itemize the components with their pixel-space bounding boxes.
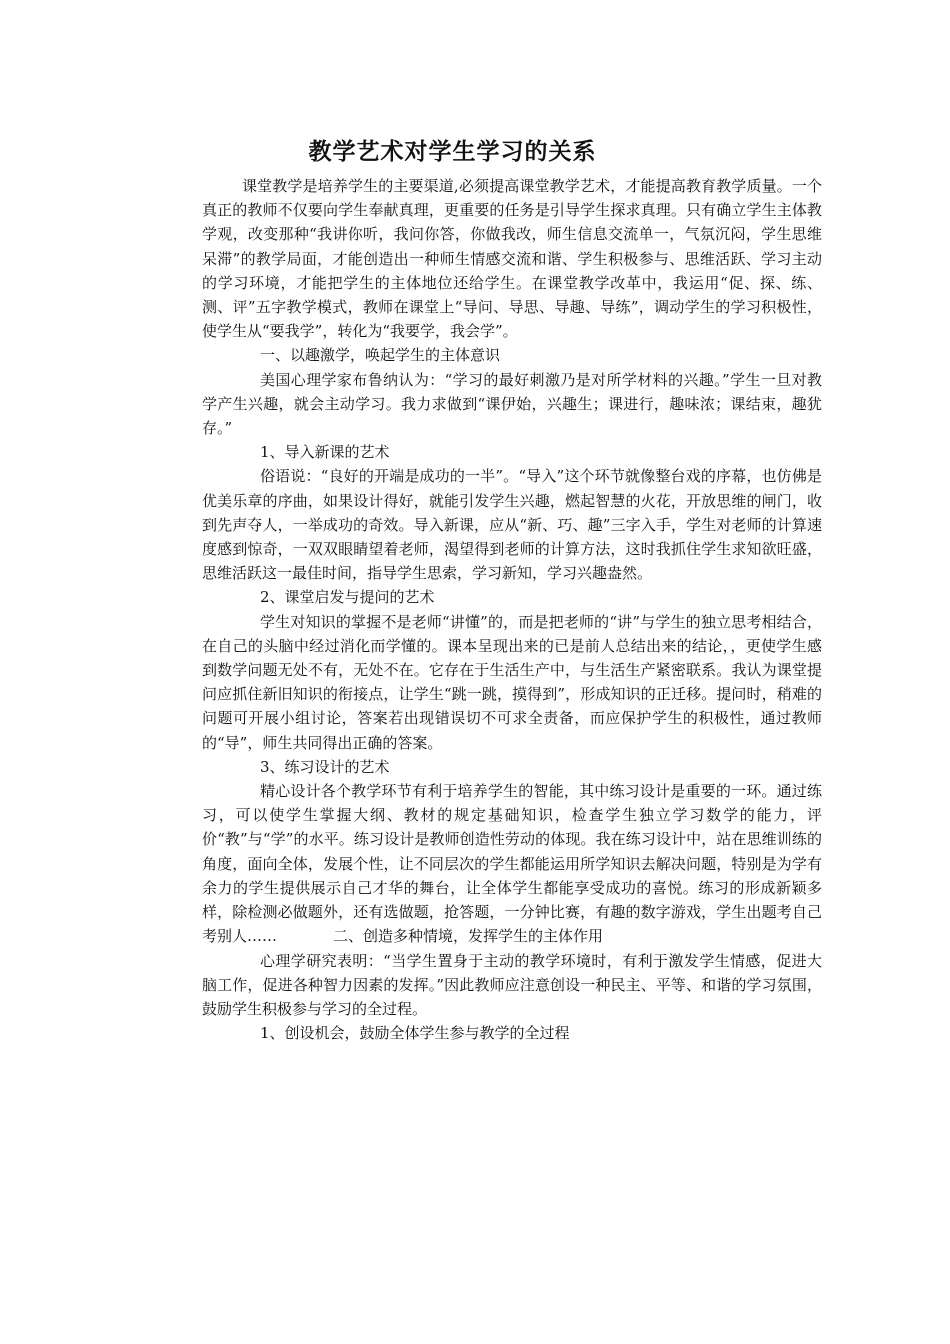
paragraph-text: 精心设计各个教学环节有利于培养学生的智能，其中练习设计是重要的一环。通过练习，可以使学生掌握大纲、教材的规定基础知识，检查学生独立学习数学的能力，评价“教”与“学”的水平。练习设计是教师创造性劳动的体现。我在练习设计中，站在思维训练的角度，面向全体，发展个性，让不同层次的学生都能运用所学知识去解决问题，特别是为学有余力的学生提供展示自己才华的舞台，让全体学生都能享受成功的喜悦。练习的形成新颖多样，除检测必做题外，还有选做题，抢答题，一分钟比赛，有趣的数字游戏，学生出题考自己考别人……: [202, 782, 822, 946]
paragraph: 俗语说：“良好的开端是成功的一半”。“导入”这个环节就像整台戏的序幕，也仿佛是优美乐章的序曲，如果设计得好，就能引发学生兴趣，燃起智慧的火花，开放思维的闸门，收到先声夺人，一举成功的奇效。导入新课，应从“新、巧、趣”三字入手，学生对老师的计算速度感到惊奇，一双双眼睛望着老师，渴望得到老师的计算方法，这时我抓住学生求知欲旺盛，思维活跃这一最佳时间，指导学生思索，学习新知，学习兴趣盎然。: [202, 467, 822, 583]
paragraph: 美国心理学家布鲁纳认为：“学习的最好刺激乃是对所学材料的兴趣。”学生一旦对教学产生兴趣，就会主动学习。我力求做到“课伊始，兴趣生；课进行，趣味浓；课结束，趣犹存。”: [202, 370, 822, 438]
subsection-heading-1-3: 3、练习设计的艺术: [260, 757, 390, 776]
document-body: [202, 174, 822, 1045]
subsection-heading-2-1: 1、创设机会，鼓励全体学生参与教学的全过程: [260, 1024, 570, 1043]
document-title: 教学艺术对学生学习的关系: [308, 139, 597, 165]
paragraph-with-inline-heading: [202, 779, 822, 948]
subsection-heading-1-2: 2、课堂启发与提问的艺术: [260, 588, 435, 607]
paragraph-intro: 课堂教学是培养学生的主要渠道,必须提高课堂教学艺术，才能提高教育教学质量。一个真正的教师不仅要向学生奉献真理，更重要的任务是引导学生探求真理。只有确立学生主体教学观，改变那种“我讲你听，我问你答，你做我改，师生信息交流单一，气氛沉闷，学生思维呆滞”的教学局面，才能创造出一种师生情感交流和谐、学生积极参与、思维活跃、学习主动的学习环境，才能把学生的主体地位还给学生。在课堂教学改革中，我运用“促、探、练、测、评”五字教学模式，教师在课堂上“导问、导思、导趣、导练”，调动学生的学习积极性，使学生从“要我学”，转化为“我要学，我会学”。: [202, 177, 822, 341]
paragraph: 学生对知识的掌握不是老师“讲懂”的，而是把老师的“讲”与学生的独立思考相结合，在自己的头脑中经过消化而学懂的。课本呈现出来的已是前人总结出来的结论，，更使学生感到数学问题无处不有，无处不在。它存在于生活生产中，与生活生产紧密联系。我认为课堂提问应抓住新旧知识的衔接点，让学生“跳一跳，摸得到”，形成知识的正迁移。提问时，稍难的问题可开展小组讨论，答案若出现错误切不可求全责备，而应保护学生的积极性，通过教师的“导”，师生共同得出正确的答案。: [202, 612, 822, 752]
subsection-heading-1-1: 1、导入新课的艺术: [260, 443, 390, 462]
section-heading-2: 二、创造多种情境，发挥学生的主体作用: [333, 927, 604, 946]
paragraph: 心理学研究表明：“当学生置身于主动的教学环境时，有利于激发学生情感，促进大脑工作，促进各种智力因素的发挥。”因此教师应注意创设一种民主、平等、和谐的学习氛围，鼓励学生积极参与学习的全过程。: [202, 951, 822, 1018]
section-heading-1: 一、以趣激学，唤起学生的主体意识: [260, 346, 501, 365]
